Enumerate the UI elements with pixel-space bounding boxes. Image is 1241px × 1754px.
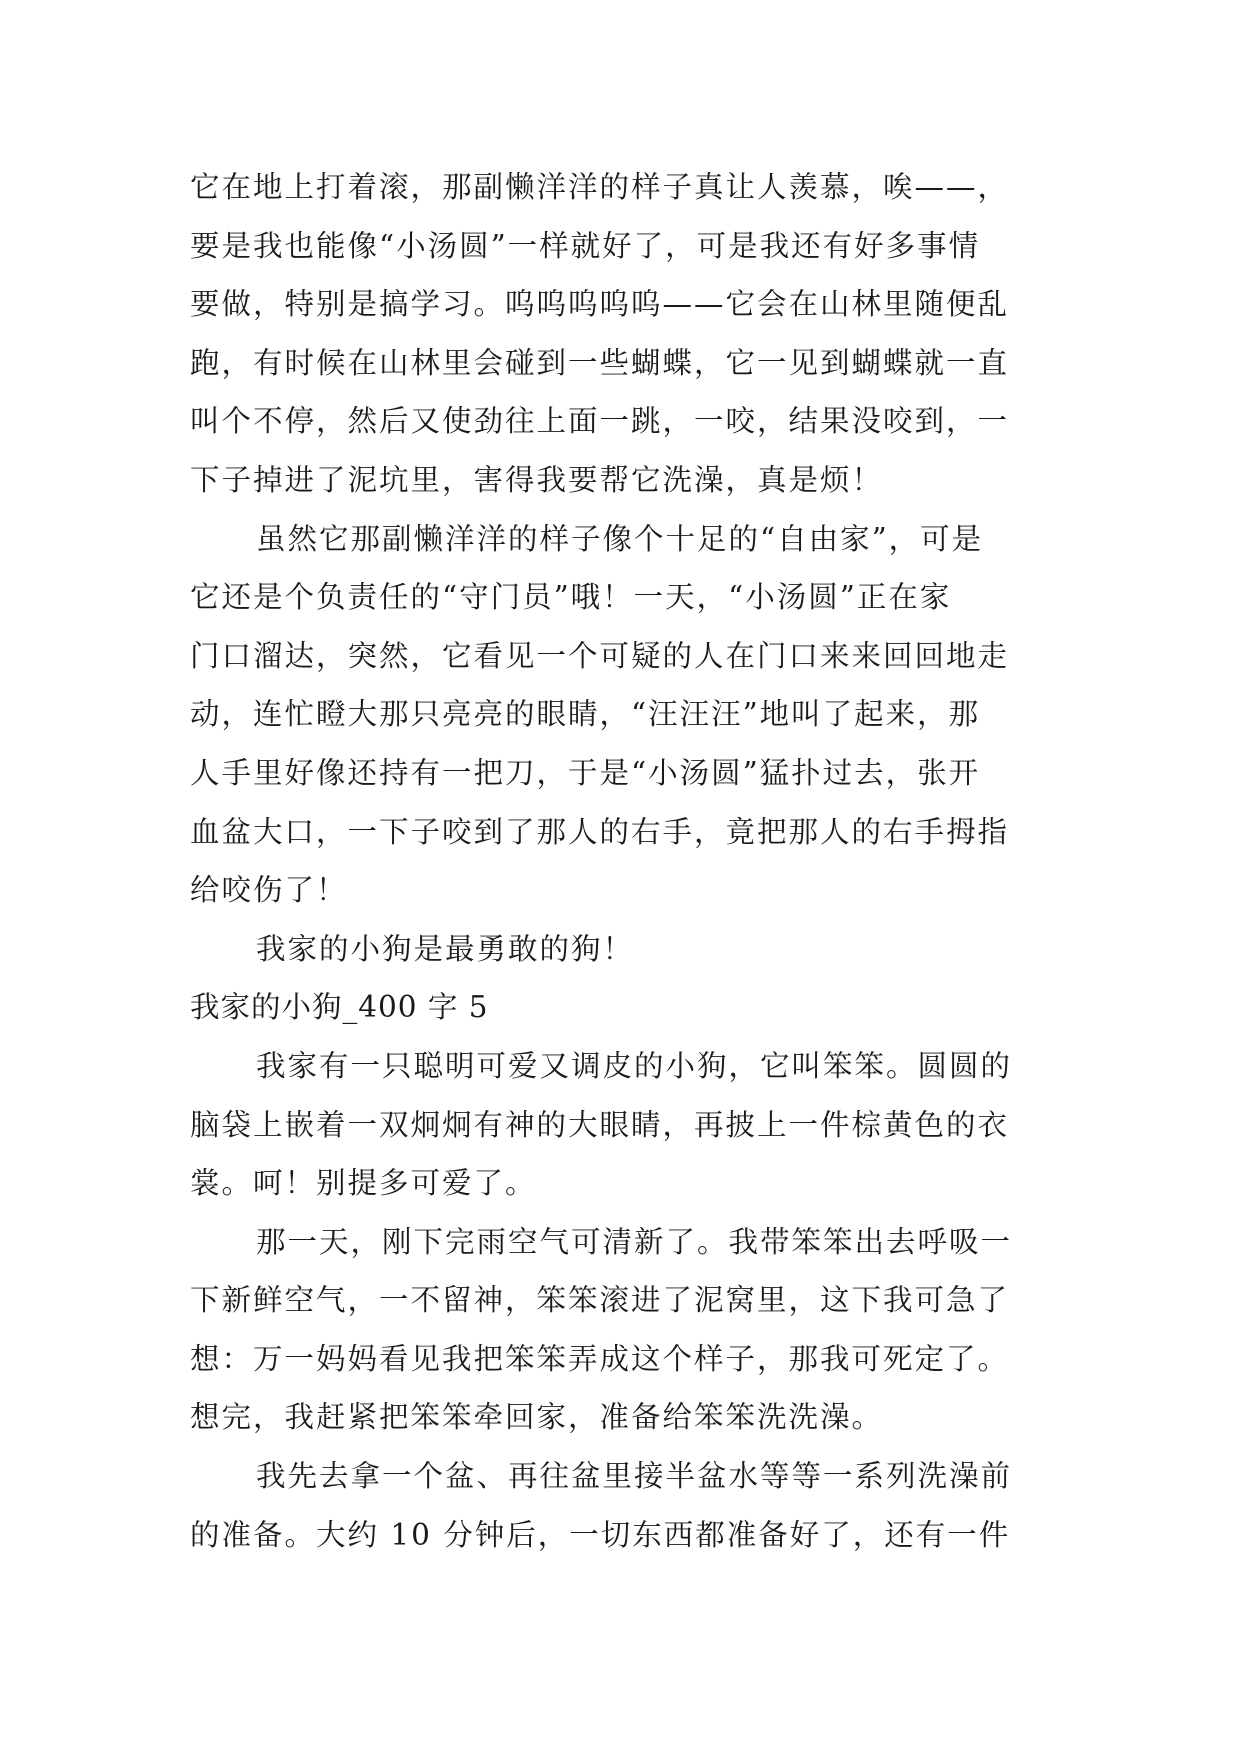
paragraph-start-line: 我先去拿一个盆、再往盆里接半盆水等等一系列洗澡前: [256, 1459, 1013, 1494]
text-line: 想完，我赶紧把笨笨牵回家，准备给笨笨洗洗澡。: [190, 1400, 884, 1435]
text-line: 血盆大口，一下子咬到了那人的右手，竟把那人的右手拇指: [190, 814, 1010, 849]
text-line: 门口溜达，突然，它看见一个可疑的人在门口来来回回地走: [190, 638, 1010, 673]
section-heading: 我家的小狗_400 字 5: [190, 990, 489, 1025]
paragraph-start-line: 我家的小狗是最勇敢的狗！: [256, 931, 635, 966]
text-line: 裳。呵！别提多可爱了。: [190, 1166, 537, 1201]
text-line: 给咬伤了！: [190, 873, 348, 908]
text-line: 跑，有时候在山林里会碰到一些蝴蝶，它一见到蝴蝶就一直: [190, 345, 1010, 380]
text-line: 想：万一妈妈看见我把笨笨弄成这个样子，那我可死定了。: [190, 1341, 1010, 1376]
text-line: 下子掉进了泥坑里，害得我要帮它洗澡，真是烦！: [190, 462, 884, 497]
text-line: 要是我也能像“小汤圆”一样就好了，可是我还有好多事情: [190, 228, 981, 263]
text-line: 脑袋上嵌着一双炯炯有神的大眼睛，再披上一件棕黄色的衣: [190, 1107, 1010, 1142]
text-line: 要做，特别是搞学习。呜呜呜呜呜——它会在山林里随便乱: [190, 287, 1010, 322]
text-line: 它在地上打着滚，那副懒洋洋的样子真让人羡慕，唉——，: [190, 170, 1010, 204]
document-body: [190, 158, 1060, 1564]
text-line: 叫个不停，然后又使劲往上面一跳，一咬，结果没咬到，一: [190, 404, 1010, 439]
text-line: 的准备。大约 10 分钟后，一切东西都准备好了，还有一件: [190, 1517, 1011, 1552]
text-line: 人手里好像还持有一把刀，于是“小汤圆”猛扑过去，张开: [190, 755, 981, 790]
text-line: 动，连忙瞪大那只亮亮的眼睛，“汪汪汪”地叫了起来，那: [190, 697, 981, 732]
paragraph-start-line: 那一天，刚下完雨空气可清新了。我带笨笨出去呼吸一: [256, 1224, 1013, 1259]
text-line: 它还是个负责任的“守门员”哦！一天，“小汤圆”正在家: [190, 580, 952, 615]
paragraph-start-line: 我家有一只聪明可爱又调皮的小狗，它叫笨笨。圆圆的: [256, 1048, 1013, 1083]
paragraph-start-line: 虽然它那副懒洋洋的样子像个十足的“自由家”，可是: [256, 521, 984, 556]
text-line: 下新鲜空气，一不留神，笨笨滚进了泥窝里，这下我可急了: [190, 1283, 1010, 1318]
